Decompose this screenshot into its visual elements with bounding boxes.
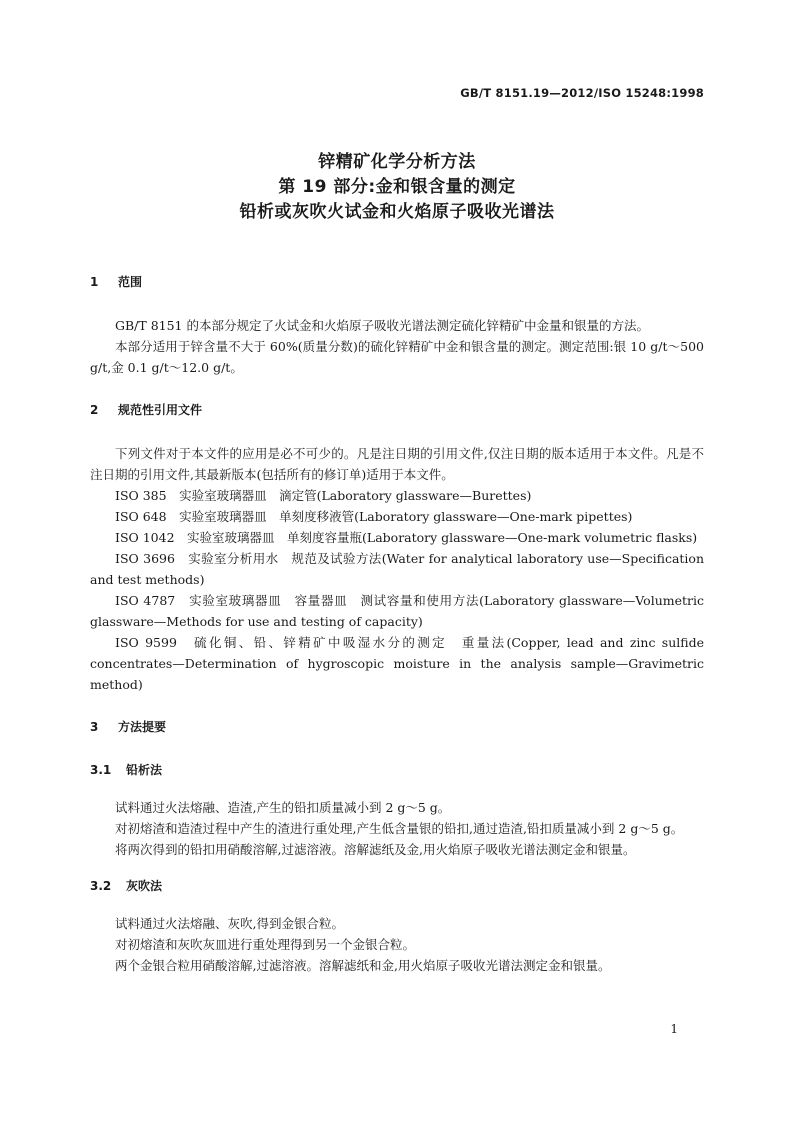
page-number: 1 bbox=[670, 1022, 678, 1036]
paragraph: GB/T 8151 的本部分规定了火试金和火焰原子吸收光谱法测定硫化锌精矿中金量和银量的方法。 bbox=[115, 318, 649, 333]
paragraph: 对初熔渣和灰吹灰皿进行重处理得到另一个金银合粒。 bbox=[115, 937, 416, 952]
subsection-3-2-heading bbox=[90, 876, 704, 897]
reference-item: ISO 3696 实验室分析用水 规范及试验方法(Water for analytical laboratory use—Specification and test methods) bbox=[90, 551, 704, 587]
paragraph: 将两次得到的铅扣用硝酸溶解,过滤溶液。溶解滤纸及金,用火焰原子吸收光谱法测定金和银量。 bbox=[115, 842, 636, 857]
section-title: 方法提要 bbox=[118, 720, 167, 734]
standard-code: GB/T 8151.19—2012/ISO 15248:1998 bbox=[460, 86, 704, 100]
subsection-3-1-heading bbox=[90, 760, 704, 781]
reference-item: ISO 1042 实验室玻璃器皿 单刻度容量瓶(Laboratory glassware—One-mark volumetric flasks) bbox=[115, 530, 698, 545]
title-line-2: 第 19 部分:金和银含量的测定 bbox=[278, 177, 516, 197]
reference-item: ISO 9599 硫化铜、铅、锌精矿中吸湿水分的测定 重量法(Copper, lead and zinc sulfide concentrates—Determination of hygroscopic moisture in the analysis sample—Gravimetric method) bbox=[90, 635, 704, 692]
paragraph: 对初熔渣和造渣过程中产生的渣进行重处理,产生低含量银的铅扣,通过造渣,铅扣质量减小到 2 g～5 g。 bbox=[115, 821, 684, 836]
section-1-heading bbox=[90, 272, 704, 293]
paragraph: 试料通过火法熔融、造渣,产生的铅扣质量减小到 2 g～5 g。 bbox=[115, 800, 451, 815]
paragraph: 本部分适用于锌含量不大于 60%(质量分数)的硫化锌精矿中金和银含量的测定。测定范围:银 10 g/t～500 g/t,金 0.1 g/t～12.0 g/t。 bbox=[90, 339, 704, 375]
section-title: 范围 bbox=[118, 275, 143, 289]
section-title: 铅析法 bbox=[126, 763, 163, 777]
paragraph: 两个金银合粒用硝酸溶解,过滤溶液。溶解滤纸和金,用火焰原子吸收光谱法测定金和银量。 bbox=[115, 958, 611, 973]
paragraph: 试料通过火法熔融、灰吹,得到金银合粒。 bbox=[115, 916, 344, 931]
reference-item: ISO 648 实验室玻璃器皿 单刻度移液管(Laboratory glassware—One-mark pipettes) bbox=[115, 509, 633, 524]
section-number: 1 bbox=[90, 275, 99, 289]
section-number: 2 bbox=[90, 403, 99, 417]
section-number: 3.2 bbox=[90, 879, 112, 893]
reference-item: ISO 4787 实验室玻璃器皿 容量器皿 测试容量和使用方法(Laboratory glassware—Volumetric glassware—Methods for use and testing of capacity) bbox=[90, 593, 704, 629]
document-title bbox=[0, 150, 794, 225]
section-2-heading bbox=[90, 400, 704, 421]
title-line-1: 锌精矿化学分析方法 bbox=[318, 152, 476, 172]
section-title: 灰吹法 bbox=[126, 879, 163, 893]
section-number: 3.1 bbox=[90, 763, 112, 777]
document-body bbox=[90, 272, 704, 976]
section-3-heading bbox=[90, 717, 704, 738]
title-line-3: 铅析或灰吹火试金和火焰原子吸收光谱法 bbox=[239, 202, 555, 222]
section-number: 3 bbox=[90, 720, 99, 734]
section-title: 规范性引用文件 bbox=[118, 403, 203, 417]
reference-item: ISO 385 实验室玻璃器皿 滴定管(Laboratory glassware—Burettes) bbox=[115, 488, 532, 503]
paragraph: 下列文件对于本文件的应用是必不可少的。凡是注日期的引用文件,仅注日期的版本适用于本文件。凡是不注日期的引用文件,其最新版本(包括所有的修订单)适用于本文件。 bbox=[90, 446, 704, 482]
